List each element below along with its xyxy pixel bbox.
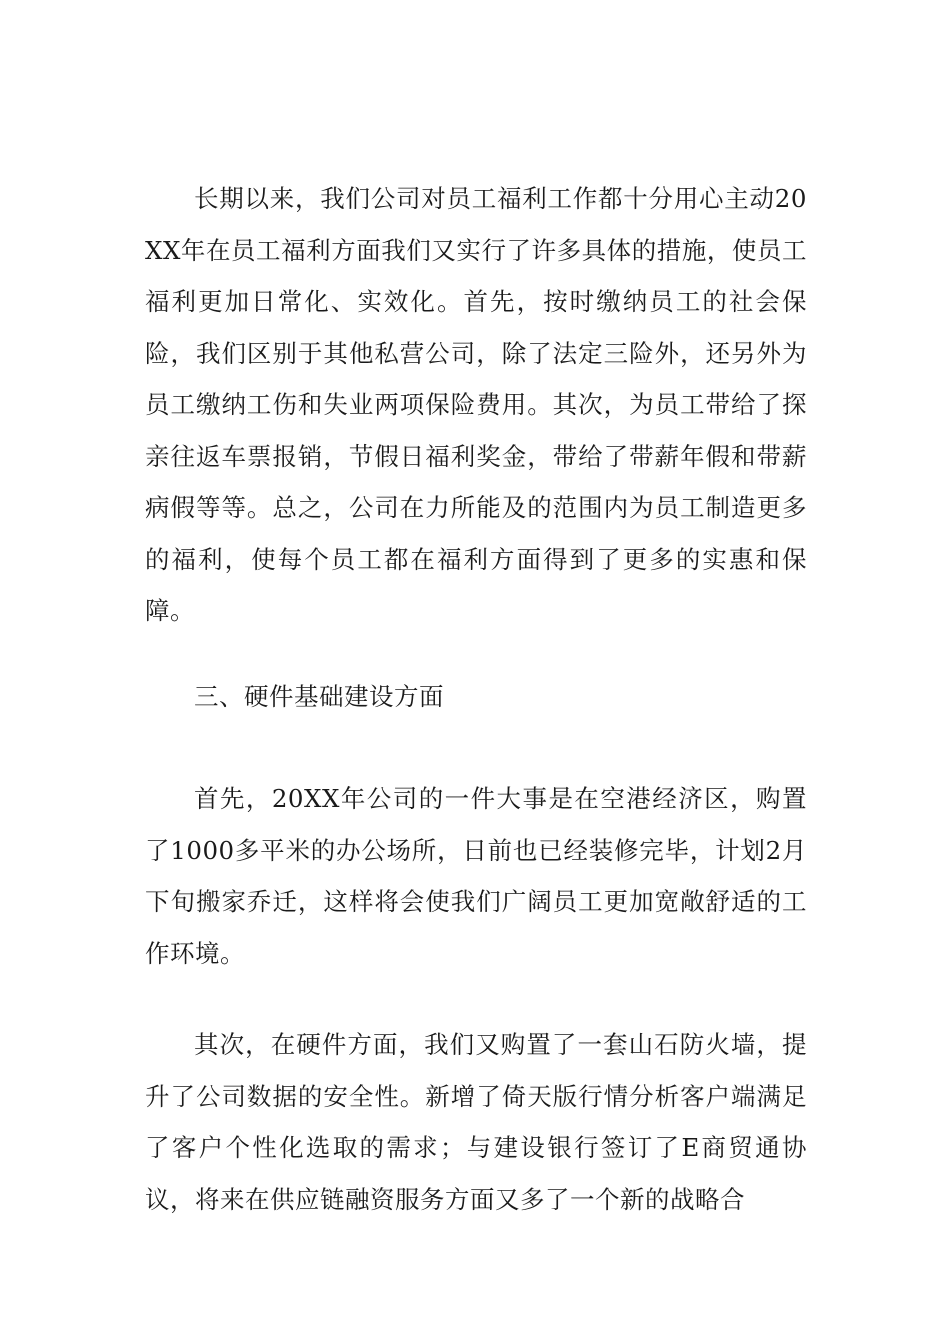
paragraph-office-purchase: 首先，20XX年公司的一件大事是在空港经济区，购置了1000多平米的办公场所，日前也已经装修完毕，计划2月下旬搬家乔迁，这样将会使我们广阔员工更加宽敞舒适的工作环境。 xyxy=(145,784,807,968)
paragraph-hardware-upgrades: 其次，在硬件方面，我们又购置了一套山石防火墙，提升了公司数据的安全性。新增了倚天版行情分析客户端满足了客户个性化选取的需求；与建设银行签订了E商贸通协议，将来在供应链融资服务方面又多了一个新的战略合 xyxy=(145,1030,807,1214)
paragraph-employee-welfare: 长期以来，我们公司对员工福利工作都十分用心主动20XX年在员工福利方面我们又实行了许多具体的措施，使员工福利更加日常化、实效化。首先，按时缴纳员工的社会保险，我们区别于其他私营公司，除了法定三险外，还另外为员工缴纳工伤和失业两项保险费用。其次，为员工带给了探亲往返车票报销，节假日福利奖金，带给了带薪年假和带薪病假等等。总之，公司在力所能及的范围内为员工制造更多的福利，使每个员工都在福利方面得到了更多的实惠和保障。 xyxy=(145,184,807,625)
section-heading-hardware: 三、硬件基础建设方面 xyxy=(194,682,444,711)
